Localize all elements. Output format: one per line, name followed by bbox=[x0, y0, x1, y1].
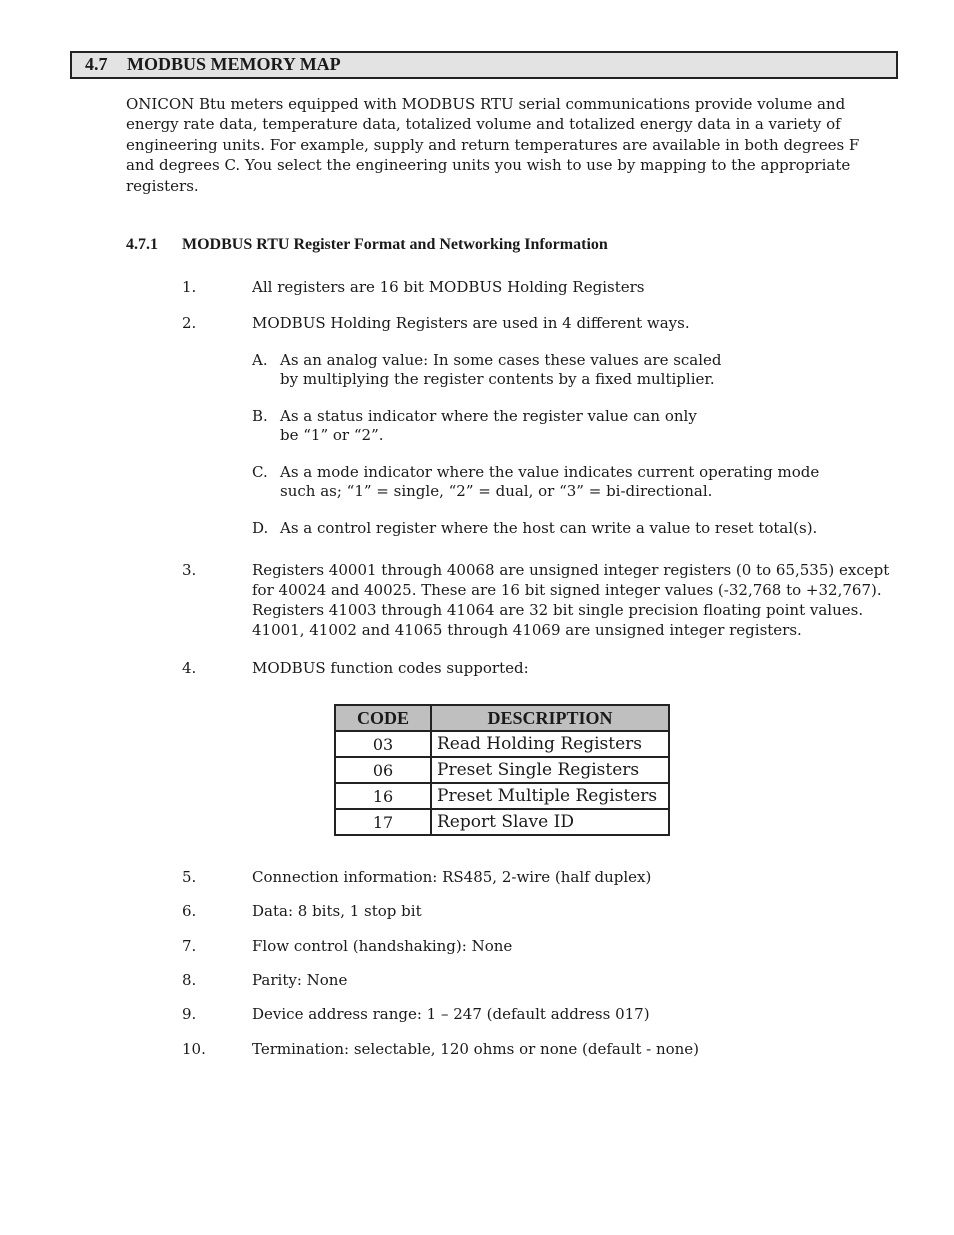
section-number: 4.7 bbox=[85, 54, 108, 74]
item-number: 7. bbox=[182, 937, 197, 955]
table-row bbox=[335, 757, 669, 783]
code-cell: 16 bbox=[335, 783, 431, 809]
intro-line: registers. bbox=[126, 176, 199, 195]
table-row bbox=[335, 809, 669, 835]
description-cell: Report Slave ID bbox=[431, 809, 669, 835]
item-number: 3. bbox=[182, 561, 197, 579]
description-cell: Preset Multiple Registers bbox=[431, 783, 669, 809]
table-row bbox=[335, 783, 669, 809]
item-text: Device address range: 1 – 247 (default address 017) bbox=[252, 1005, 650, 1023]
item-text: Flow control (handshaking): None bbox=[252, 937, 513, 955]
sub-item-text: As a status indicator where the register value can only be “1” or “2”. bbox=[280, 407, 697, 444]
sub-item-text: As a control register where the host can write a value to reset total(s). bbox=[280, 519, 818, 537]
function-codes-table bbox=[334, 704, 670, 836]
item-text: Data: 8 bits, 1 stop bit bbox=[252, 902, 422, 920]
item-text: MODBUS Holding Registers are used in 4 different ways. bbox=[252, 314, 690, 332]
intro-line: ONICON Btu meters equipped with MODBUS RTU serial communications provide volume and bbox=[126, 95, 846, 113]
section-header bbox=[70, 51, 898, 79]
section-title: MODBUS MEMORY MAP bbox=[127, 54, 341, 74]
item-text: MODBUS function codes supported: bbox=[252, 659, 529, 677]
intro-line: engineering units. For example, supply and return temperatures are available in both degrees F bbox=[126, 135, 860, 154]
item-number: 5. bbox=[182, 868, 197, 886]
subsection-title: MODBUS RTU Register Format and Networking Information bbox=[182, 236, 608, 253]
item-number: 2. bbox=[182, 314, 197, 332]
sub-item-text: As a mode indicator where the value indicates current operating mode such as; “1” = single, “2” = dual, or “3” = bi-directional. bbox=[280, 463, 820, 500]
item-text: Termination: selectable, 120 ohms or none (default - none) bbox=[252, 1040, 700, 1058]
item-text: All registers are 16 bit MODBUS Holding Registers bbox=[252, 278, 645, 296]
description-column-header: DESCRIPTION bbox=[431, 705, 669, 731]
item-text: Connection information: RS485, 2-wire (half duplex) bbox=[252, 868, 652, 886]
item-number: 10. bbox=[182, 1040, 206, 1058]
table-header-row bbox=[335, 705, 669, 731]
item-text: Parity: None bbox=[252, 971, 348, 989]
sub-item-letter: C. bbox=[252, 463, 268, 481]
code-cell: 06 bbox=[335, 757, 431, 783]
code-column-header: CODE bbox=[335, 705, 431, 731]
intro-line: and degrees C. You select the engineering units you wish to use by mapping to the appropriate bbox=[126, 156, 851, 175]
item-number: 6. bbox=[182, 902, 197, 920]
sub-item-letter: B. bbox=[252, 407, 268, 425]
table-row bbox=[335, 731, 669, 757]
item-number: 4. bbox=[182, 659, 197, 677]
sub-item-letter: D. bbox=[252, 519, 269, 537]
code-cell: 03 bbox=[335, 731, 431, 757]
subsection-heading bbox=[126, 236, 608, 254]
subsection-number: 4.7.1 bbox=[126, 236, 158, 253]
intro-line: energy rate data, temperature data, totalized volume and totalized energy data in a variety of bbox=[126, 115, 841, 134]
description-cell: Preset Single Registers bbox=[431, 757, 669, 783]
sub-item-letter: A. bbox=[252, 351, 268, 369]
code-cell: 17 bbox=[335, 809, 431, 835]
sub-item-text: As an analog value: In some cases these values are scaled by multiplying the register contents by a fixed multiplier. bbox=[280, 351, 722, 388]
item-number: 8. bbox=[182, 971, 197, 989]
item-text: Registers 40001 through 40068 are unsigned integer registers (0 to 65,535) except for 40024 and 40025. These are 16 bit signed integer values (-32,768 to +32,767). Registers 41003 through 41064 are 32 bit single precision floating point values. 41001, 41002 and 41065 through 41069 are unsigned integer registers. bbox=[252, 561, 890, 639]
description-cell: Read Holding Registers bbox=[431, 731, 669, 757]
item-number: 1. bbox=[182, 278, 197, 296]
item-number: 9. bbox=[182, 1005, 197, 1023]
intro-paragraph bbox=[126, 94, 886, 196]
